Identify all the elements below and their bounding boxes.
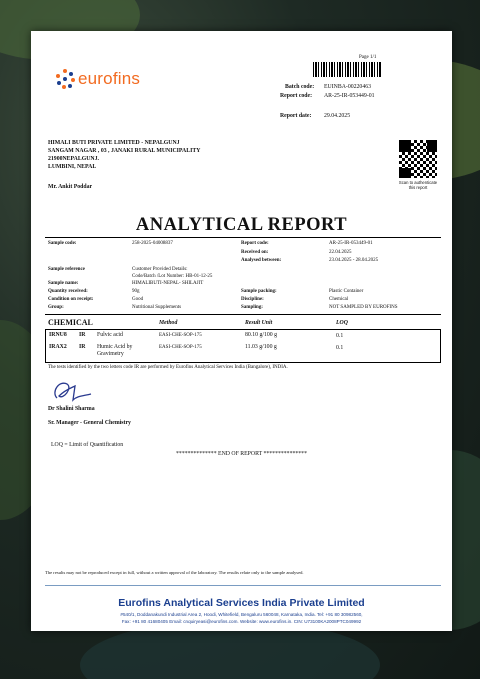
analyte-name: Humic Acid by (97, 344, 133, 350)
eurofins-logo (55, 69, 140, 89)
report-date-label: Report date: (280, 113, 312, 119)
condition-value: Good (132, 297, 144, 302)
signatory-role: Sr. Manager - General Chemistry (48, 420, 131, 426)
discipline-label: Discipline: (241, 297, 264, 302)
analyte-name-cont: Gravimetry (97, 351, 124, 357)
result-value: 11.03 g/100 g (245, 344, 277, 350)
quantity-value: 90g (132, 289, 140, 294)
eurofins-dots-icon (55, 69, 75, 89)
sample-name-label: Sample name: (48, 281, 79, 286)
loq-value: 0.1 (336, 345, 344, 351)
sample-code-value: 258-2025-04008837 (132, 241, 173, 246)
analyte-name: Fulvic acid (97, 332, 123, 338)
received-on-label: Received on: (241, 250, 269, 255)
loq-value: 0.1 (336, 333, 344, 339)
lab-code: IR (79, 332, 86, 338)
client-line-3: 21900NEPALGUNJ. (48, 156, 99, 162)
analysed-between-label: Analysed between: (241, 258, 282, 263)
report-page (31, 31, 452, 631)
loq-definition: LOQ = Limit of Quantification (51, 442, 124, 448)
sample-packing-value: Plastic Container (329, 289, 364, 294)
lab-code: IR (79, 344, 86, 350)
report-code-label-2: Report code: (241, 241, 269, 246)
sample-reference-label: Sample reference (48, 267, 85, 272)
footer-company: Eurofins Analytical Services India Private Limited (118, 597, 365, 609)
signatory-name: Dr Shalini Sharma (48, 406, 95, 412)
col-method: Method (159, 320, 178, 326)
report-code-value: AR-25-IR-053449-01 (324, 93, 375, 99)
received-on-value: 22.04.2025 (329, 250, 352, 255)
qr-caption-line-1: Scan to authenticate (398, 180, 438, 185)
sample-name-value: HIMALIBUTI-NEPAL- SHILAJIT (132, 281, 204, 286)
report-date-value: 29.04.2025 (324, 113, 351, 119)
page-number: Page 1/1 (359, 55, 377, 60)
title-rule (45, 237, 441, 238)
test-code: IRAX2 (49, 344, 67, 350)
qr-caption (388, 180, 448, 190)
analysed-between-value: 23.04.2025 - 28.04.2025 (329, 258, 379, 263)
footer-address: #540/1, Doddanakundi Industrial Area 2, Hoodi, Whitefield, Bengaluru 560048, Karnataka, India. Tel: +91 80 30982560, (120, 612, 363, 617)
group-label: Group: (48, 305, 64, 310)
brand-name: eurofins (78, 69, 141, 88)
disclaimer: The results may not be reproduced except in full, without a written approval of the laboratory. The results relate only to the sample analysed. (45, 570, 304, 575)
lab-note: The tests identified by the two letters code IR are performed by Eurofins Analytical Services India (Bangalore), INDIA. (48, 365, 288, 370)
footer-rule (45, 585, 441, 586)
end-of-report: ************** END OF REPORT *************** (176, 451, 307, 457)
sample-reference-line-1: Customer Provided Details: (132, 267, 188, 272)
batch-code-value: EUINBA-00220463 (324, 84, 372, 90)
client-line-4: LUMBINI, NEPAL (48, 164, 97, 170)
qr-caption-line-2: this report (408, 185, 428, 190)
barcode (313, 62, 381, 77)
col-loq: LOQ (336, 320, 348, 326)
report-code-label: Report code: (280, 93, 313, 99)
method: EASI-CHE-SOP-175 (159, 333, 202, 338)
details-rule (45, 314, 441, 315)
sample-code-label: Sample code: (48, 241, 77, 246)
sample-packing-label: Sample packing: (241, 289, 277, 294)
footer-contact: Fax: +91 80 41680405 Email: cnquiryeasi@eurofins.com. Website: www.eurofins.in. CIN: U73100KA2008PTC049992 (121, 619, 362, 624)
method: EASI-CHE-SOP-175 (159, 345, 202, 350)
quantity-label: Quantity received: (48, 289, 88, 294)
qr-code (398, 139, 438, 179)
signature-image (49, 376, 93, 406)
col-result: Result Unit (245, 320, 273, 326)
report-title: ANALYTICAL REPORT (135, 215, 348, 235)
client-line-1: HIMALI BUTI PRIVATE LIMITED - NEPALGUNJ (48, 140, 180, 146)
report-code-value-2: AR-25-IR-053449-01 (329, 241, 373, 246)
client-line-2: SANGAM NAGAR , 03 , JANAKI RURAL MUNICIPALITY (48, 148, 201, 154)
sample-reference-line-2: Code/Batch /Lot Number: HB-01-12-25 (132, 274, 213, 279)
discipline-value: Chemical (329, 297, 349, 302)
results-section-title: CHEMICAL (48, 318, 93, 327)
group-value: Nutritional Supplements (132, 305, 182, 310)
sampling-label: Sampling: (241, 305, 263, 310)
client-contact: Mr. Ankit Poddar (48, 184, 93, 190)
test-code: IRNU8 (49, 332, 67, 338)
condition-label: Condition on receipt: (48, 297, 94, 302)
batch-code-label: Batch code: (285, 84, 315, 90)
sampling-value: NOT SAMPLED BY EUROFINS (329, 305, 398, 310)
result-value: 80.10 g/100 g (245, 332, 278, 338)
